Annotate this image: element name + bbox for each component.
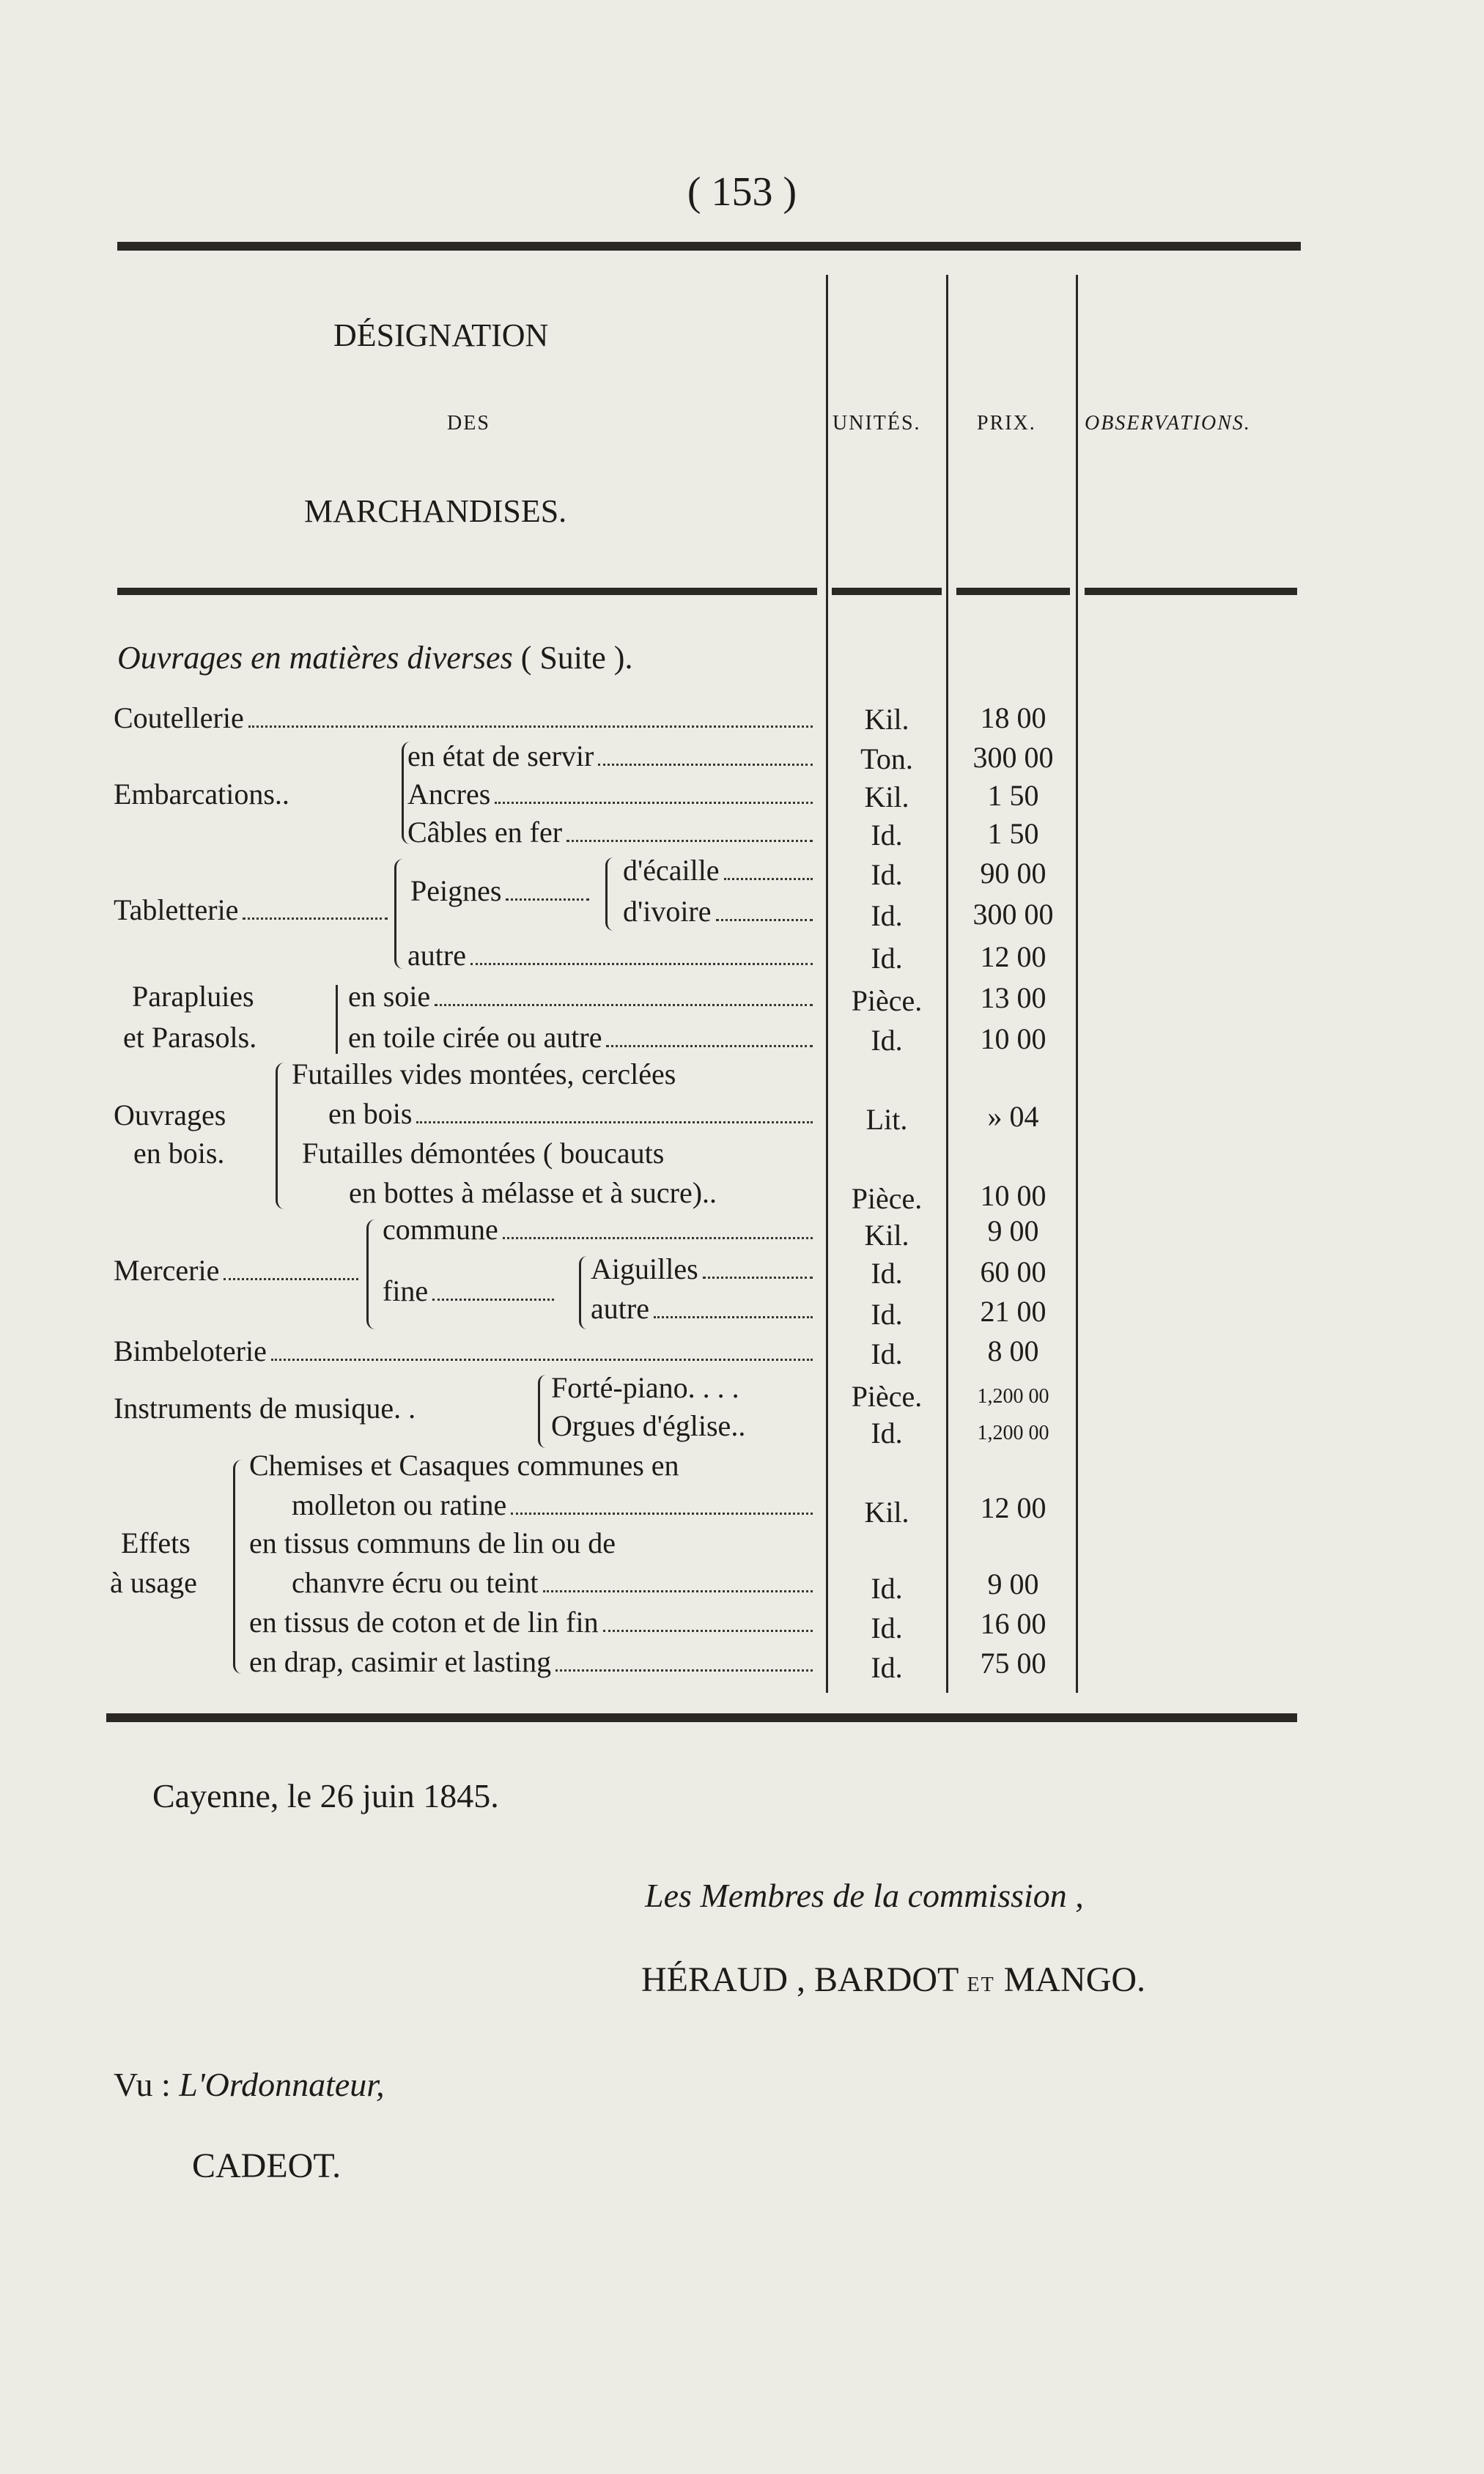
price-tabletterie-1: 90 00 — [980, 857, 1046, 890]
price-mercerie-1: 9 00 — [987, 1214, 1039, 1247]
row-label: autre — [407, 939, 466, 972]
row-label: Aiguilles — [591, 1252, 698, 1285]
row-coutellerie — [114, 701, 817, 735]
unit-tabletterie-2: Id. — [871, 899, 903, 932]
price-embarcation-2: 1 50 — [987, 779, 1039, 812]
instruments-label: Instruments de musique. . — [114, 1392, 416, 1425]
effets-label-1: Effets — [121, 1526, 191, 1559]
unit-embarcation-1: Ton. — [860, 742, 913, 775]
embarcations-label: Embarcations.. — [114, 778, 289, 810]
row-label: en toile cirée ou autre — [348, 1021, 602, 1054]
price-ouvrages-bois-2: 10 00 — [980, 1179, 1046, 1212]
row-label: Ancres — [407, 778, 491, 810]
row-label: en drap, casimir et lasting — [249, 1645, 552, 1678]
column-line-2 — [946, 275, 948, 1693]
header-rule-3 — [956, 588, 1070, 595]
ouvrages-bois-label-1: Ouvrages — [114, 1098, 226, 1131]
ouvrages-bois-line-3: Futailles démontées ( boucauts — [302, 1137, 665, 1170]
unit-bimbeloterie: Id. — [871, 1337, 903, 1370]
mercerie-label — [114, 1253, 363, 1288]
unit-tabletterie-1: Id. — [871, 858, 903, 891]
effets-brace — [233, 1460, 243, 1674]
price-effets-2: 9 00 — [987, 1568, 1039, 1600]
row-bimbeloterie — [114, 1334, 817, 1368]
unit-effets-1: Kil. — [864, 1496, 909, 1529]
footer-signatories — [641, 1960, 1145, 2000]
unit-parapluies-1: Pièce. — [851, 984, 923, 1017]
row-label: en bois — [328, 1097, 413, 1130]
price-bimbeloterie: 8 00 — [987, 1334, 1039, 1367]
peignes-brace — [605, 857, 613, 931]
unit-mercerie-2: Id. — [871, 1257, 903, 1290]
instruments-brace — [538, 1375, 546, 1448]
row-label: en soie — [348, 980, 431, 1013]
row-tabletterie-1 — [623, 853, 817, 887]
price-effets-3: 16 00 — [980, 1607, 1046, 1640]
price-embarcation-3: 1 50 — [987, 817, 1039, 850]
price-parapluies-2: 10 00 — [980, 1022, 1046, 1055]
row-instruments-2: Orgues d'église.. — [551, 1409, 746, 1442]
row-label: Câbles en fer — [407, 816, 563, 849]
parapluies-label-2: et Parasols. — [123, 1021, 257, 1054]
header-marchandises: MARCHANDISES. — [304, 493, 567, 529]
unit-tabletterie-3: Id. — [871, 942, 903, 975]
row-instruments-1: Forté-piano. . . . — [551, 1371, 739, 1404]
unit-embarcation-3: Id. — [871, 819, 903, 852]
ouvrages-bois-label-2: en bois. — [133, 1137, 225, 1170]
footer-ordonnateur: L'Ordonnateur, — [179, 2066, 385, 2103]
section-title-text: Ouvrages en matières diverses — [117, 640, 513, 676]
row-label: d'ivoire — [623, 895, 712, 928]
header-unites: UNITÉS. — [833, 412, 921, 435]
row-embarcation-2 — [407, 777, 817, 811]
header-prix: PRIX. — [977, 412, 1036, 435]
column-line-3 — [1076, 275, 1078, 1693]
section-title — [117, 639, 632, 676]
price-mercerie-2: 60 00 — [980, 1255, 1046, 1288]
price-embarcation-1: 300 00 — [972, 741, 1054, 774]
row-label: Mercerie — [114, 1254, 220, 1287]
parapluies-brace — [336, 985, 342, 1054]
bottom-rule — [106, 1713, 1297, 1722]
price-effets-1: 12 00 — [980, 1491, 1046, 1524]
price-instruments-2: 1,200 00 — [977, 1422, 1049, 1444]
header-observations: OBSERVATIONS. — [1085, 412, 1251, 435]
footer-cadeot: CADEOT. — [192, 2146, 342, 2185]
effets-label-2: à usage — [110, 1566, 197, 1599]
unit-ouvrages-bois-2: Pièce. — [851, 1182, 923, 1215]
effets-line-3: en tissus communs de lin ou de — [249, 1526, 616, 1559]
row-label: en tissus de coton et de lin fin — [249, 1606, 599, 1639]
signatory-et: ET — [967, 1973, 995, 1996]
header-designation: DÉSIGNATION — [333, 317, 549, 353]
mercerie-fine-label — [383, 1274, 558, 1308]
ouvrages-bois-line-2 — [328, 1096, 817, 1131]
unit-parapluies-2: Id. — [871, 1024, 903, 1057]
effets-line-4 — [292, 1565, 817, 1600]
ouvrages-bois-line-4: en bottes à mélasse et à sucre).. — [349, 1176, 717, 1209]
unit-instruments-1: Pièce. — [851, 1380, 923, 1413]
mercerie-brace — [366, 1219, 376, 1329]
header-des: DES — [447, 412, 490, 435]
unit-coutellerie: Kil. — [864, 703, 909, 736]
price-ouvrages-bois-1: » 04 — [987, 1100, 1039, 1133]
header-rule-2 — [832, 588, 942, 595]
ouvrages-bois-brace — [276, 1063, 285, 1209]
price-coutellerie: 18 00 — [980, 701, 1046, 734]
unit-effets-4: Id. — [871, 1651, 903, 1684]
header-rule-1 — [117, 588, 817, 595]
row-label: fine — [383, 1274, 429, 1307]
footer-membres: Les Membres de la commission , — [645, 1877, 1084, 1914]
row-label: chanvre écru ou teint — [292, 1566, 539, 1599]
unit-mercerie-3: Id. — [871, 1298, 903, 1331]
row-tabletterie-2 — [623, 894, 817, 928]
row-mercerie-3 — [591, 1291, 817, 1326]
unit-ouvrages-bois-1: Lit. — [865, 1103, 908, 1136]
row-label: en état de servir — [407, 739, 594, 772]
row-mercerie-2 — [591, 1252, 817, 1286]
effets-line-6 — [249, 1644, 817, 1679]
unit-embarcation-2: Kil. — [864, 780, 909, 813]
price-tabletterie-2: 300 00 — [972, 898, 1054, 931]
row-label: Coutellerie — [114, 701, 244, 734]
page-number: ( 153 ) — [687, 169, 797, 215]
row-label: Bimbeloterie — [114, 1334, 267, 1367]
row-parapluies-2 — [348, 1020, 817, 1055]
row-embarcation-3 — [407, 815, 817, 849]
row-tabletterie-3 — [407, 938, 817, 972]
mercerie-fine-brace — [579, 1256, 587, 1329]
row-label: Peignes — [410, 874, 502, 907]
signatory-names-b: MANGO. — [1003, 1960, 1146, 1999]
peignes-label — [410, 874, 594, 908]
price-tabletterie-3: 12 00 — [980, 940, 1046, 973]
row-mercerie-1 — [383, 1212, 817, 1247]
price-instruments-1: 1,200 00 — [977, 1385, 1049, 1408]
footer-vu-line — [114, 2065, 385, 2104]
unit-effets-2: Id. — [871, 1572, 903, 1605]
row-embarcation-1 — [407, 739, 817, 773]
row-label: commune — [383, 1213, 498, 1246]
effets-line-2 — [292, 1488, 817, 1522]
header-rule-4 — [1085, 588, 1297, 595]
tabletterie-label — [114, 893, 392, 927]
signatory-names-a: HÉRAUD , BARDOT — [641, 1960, 959, 1999]
row-label: molleton ou ratine — [292, 1488, 507, 1521]
row-label: d'écaille — [623, 854, 720, 887]
unit-instruments-2: Id. — [871, 1417, 903, 1450]
effets-line-5 — [249, 1605, 817, 1639]
footer-date: Cayenne, le 26 juin 1845. — [152, 1777, 499, 1814]
tabletterie-brace — [394, 859, 404, 969]
price-effets-4: 75 00 — [980, 1647, 1046, 1680]
ouvrages-bois-line-1: Futailles vides montées, cerclées — [292, 1057, 676, 1090]
top-rule — [117, 242, 1301, 251]
effets-line-1: Chemises et Casaques communes en — [249, 1449, 679, 1482]
unit-mercerie-1: Kil. — [864, 1219, 909, 1252]
row-label: autre — [591, 1292, 649, 1325]
parapluies-label-1: Parapluies — [132, 980, 254, 1013]
unit-effets-3: Id. — [871, 1611, 903, 1644]
footer-vu: Vu : — [114, 2066, 171, 2103]
price-parapluies-1: 13 00 — [980, 981, 1046, 1014]
row-parapluies-1 — [348, 979, 817, 1013]
price-mercerie-3: 21 00 — [980, 1295, 1046, 1328]
section-title-suffix: ( Suite ). — [520, 640, 633, 676]
row-label: Tabletterie — [114, 893, 239, 926]
